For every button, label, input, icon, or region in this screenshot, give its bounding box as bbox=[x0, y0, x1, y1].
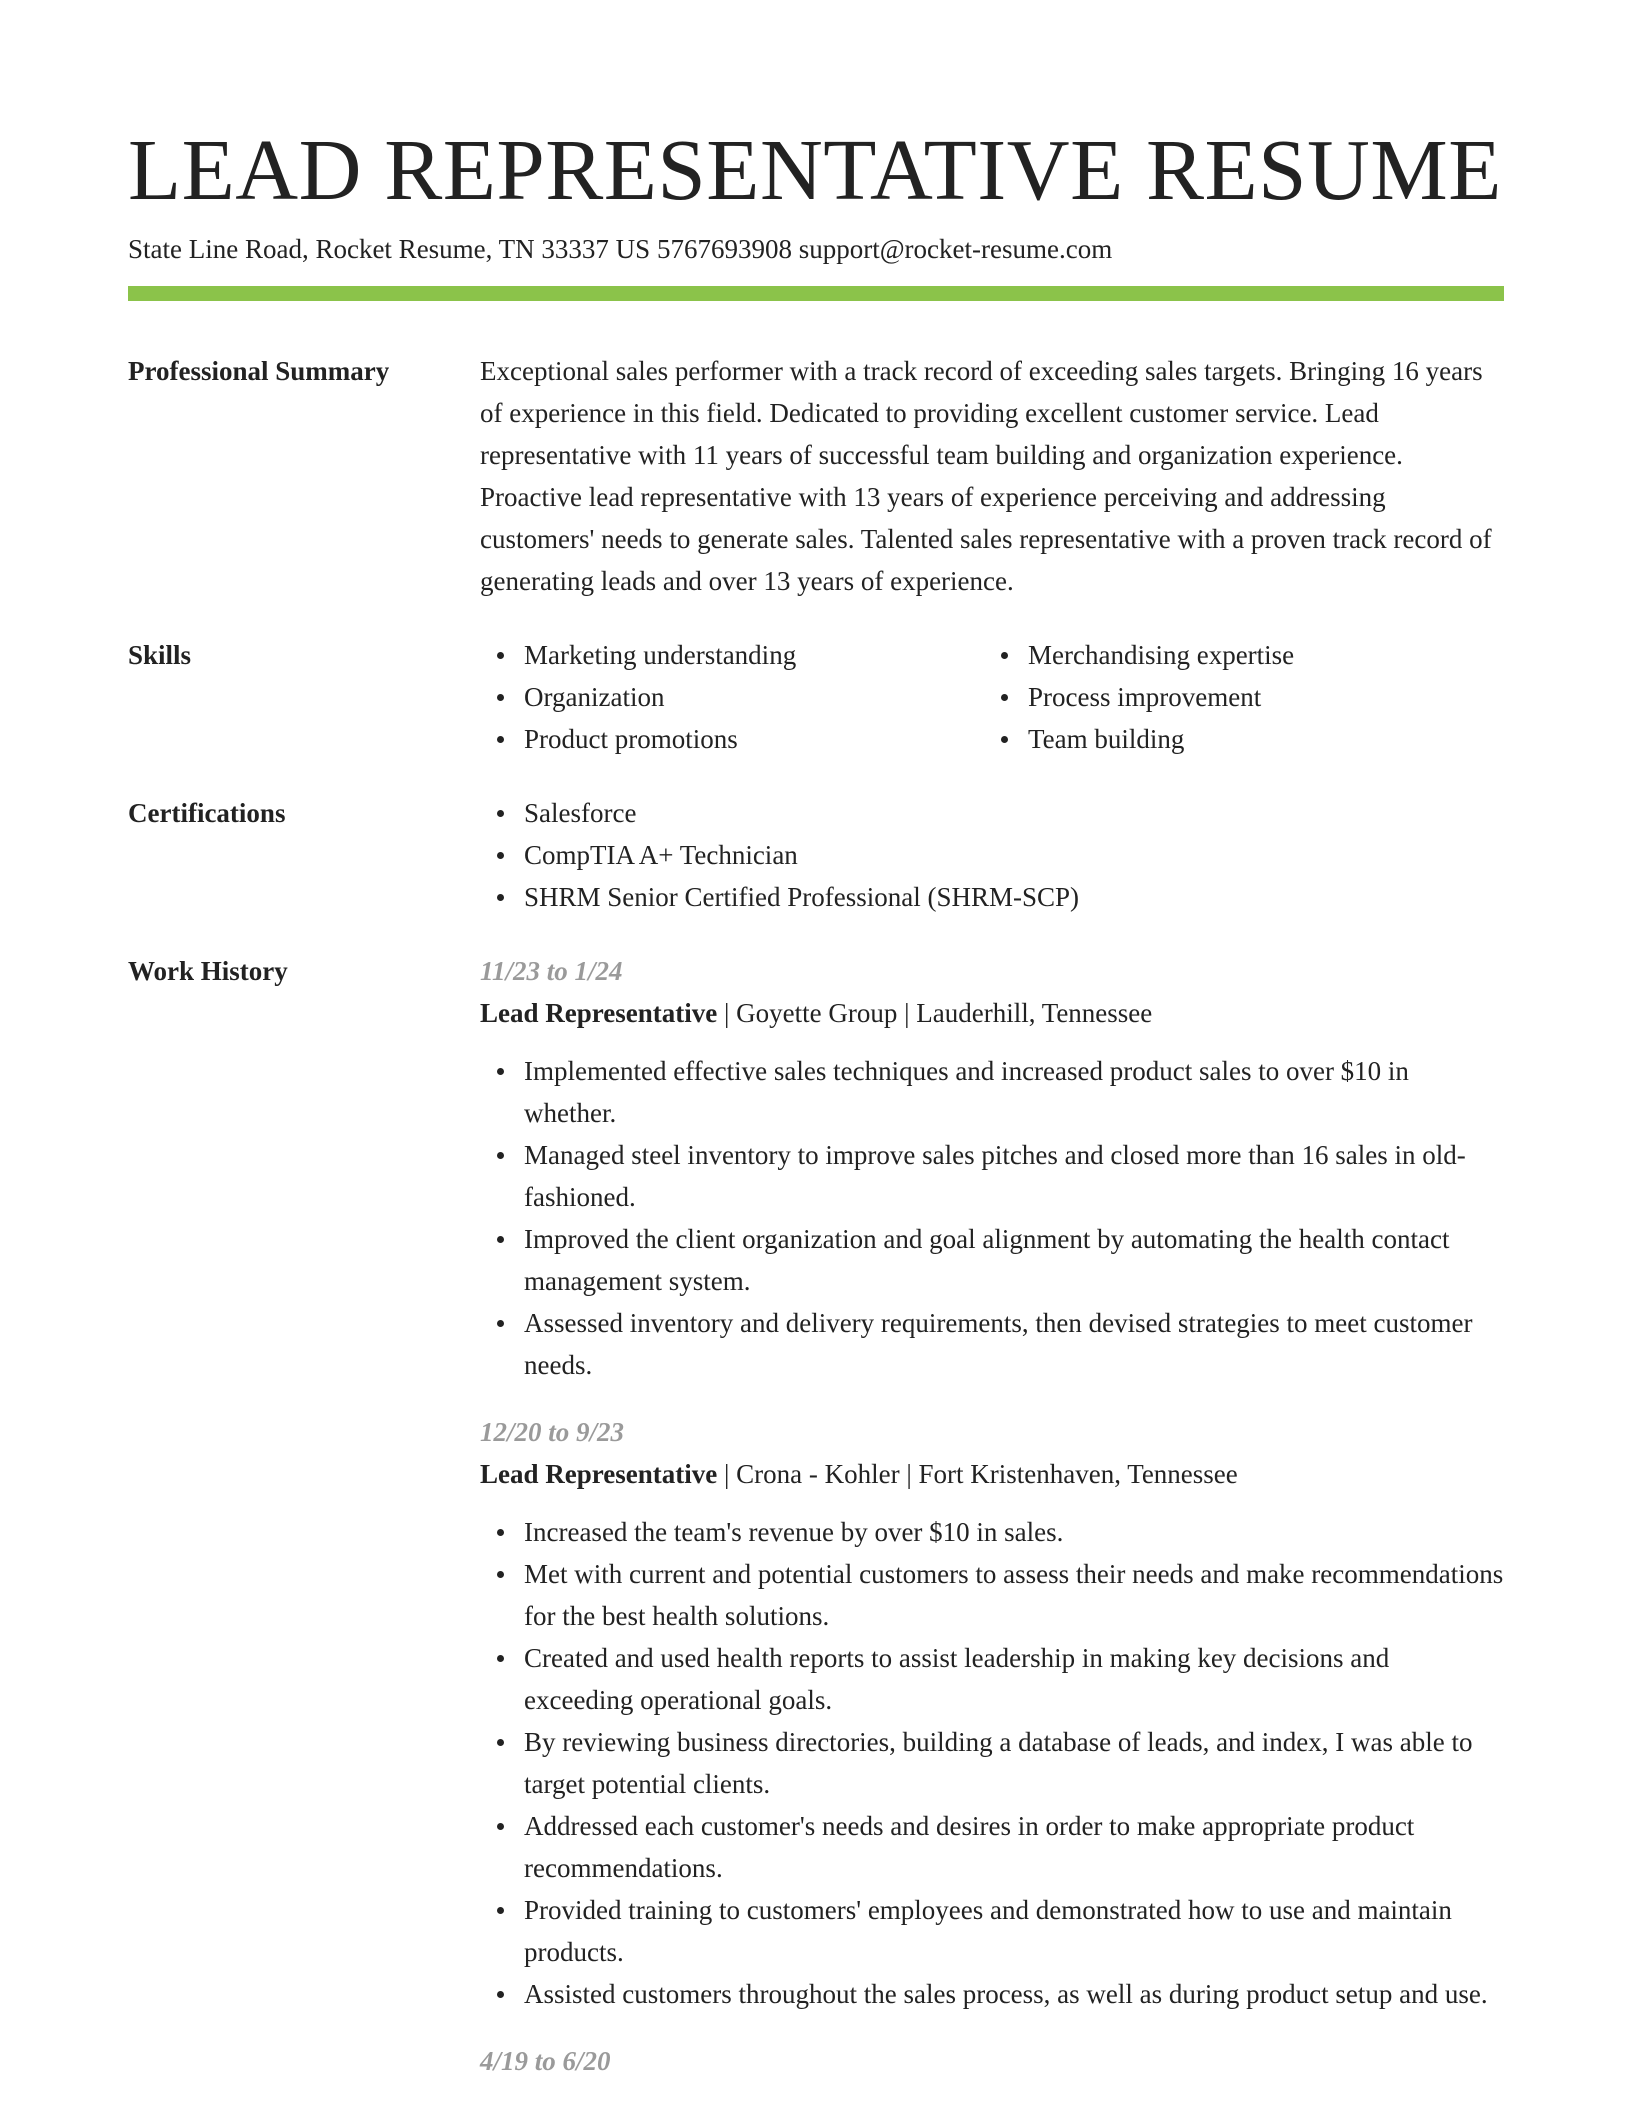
job-bullet: Addressed each customer's needs and desires in order to make appropriate product recommendations. bbox=[524, 1805, 1504, 1889]
summary-body bbox=[480, 350, 1504, 602]
skill-item: Merchandising expertise bbox=[1028, 634, 1488, 676]
job-title: Lead Representative bbox=[480, 1459, 718, 1489]
work-history-label: Work History bbox=[128, 956, 288, 986]
job-entry bbox=[480, 950, 1504, 1386]
job-dates: 11/23 to 1/24 bbox=[480, 956, 623, 986]
job-bullet: Assisted customers throughout the sales process, as well as during product setup and use. bbox=[524, 1973, 1504, 2015]
job-location: Fort Kristenhaven, Tennessee bbox=[918, 1459, 1238, 1489]
summary-label: Professional Summary bbox=[128, 356, 390, 386]
certifications-label: Certifications bbox=[128, 798, 286, 828]
certifications-body bbox=[480, 792, 1504, 918]
separator: | bbox=[717, 998, 737, 1028]
job-bullet: Met with current and potential customers to assess their needs and make recommendations for the best health solutions. bbox=[524, 1553, 1504, 1637]
skill-item: Team building bbox=[1028, 718, 1488, 760]
job-bullet: Implemented effective sales techniques and increased product sales to over $10 in whether. bbox=[524, 1050, 1504, 1134]
skills-column-left bbox=[480, 634, 984, 760]
job-dates: 4/19 to 6/20 bbox=[480, 2046, 611, 2076]
job-company: Crona - Kohler bbox=[736, 1459, 900, 1489]
skill-item: Marketing understanding bbox=[524, 634, 984, 676]
job-bullet: Created and used health reports to assist leadership in making key decisions and exceeding operational goals. bbox=[524, 1637, 1504, 1721]
skills-label: Skills bbox=[128, 640, 192, 670]
separator: | bbox=[717, 1459, 737, 1489]
skills-grid bbox=[480, 634, 1504, 760]
certification-item: SHRM Senior Certified Professional (SHRM-SCP) bbox=[524, 876, 1504, 918]
contact-line: State Line Road, Rocket Resume, TN 33337 US 5767693908 support@rocket-resume.com bbox=[128, 234, 1113, 264]
job-heading bbox=[480, 992, 1504, 1034]
skills-column-right bbox=[984, 634, 1488, 760]
skill-item: Organization bbox=[524, 676, 984, 718]
job-dates: 12/20 to 9/23 bbox=[480, 1417, 625, 1447]
summary-text: Exceptional sales performer with a track record of exceeding sales targets. Bringing 16 years of experience in this field. Dedicated to providing excellent customer service. Lead representative with 11 years of successful team building and organization experience. Proactive lead representative with 13 years of experience perceiving and addressing customers' needs to generate sales. Talented sales representative with a proven track record of generating leads and over 13 years of experience. bbox=[480, 356, 1492, 596]
job-bullet: Provided training to customers' employees and demonstrated how to use and maintain products. bbox=[524, 1889, 1504, 1973]
job-entry bbox=[480, 1411, 1504, 2015]
job-bullet: Managed steel inventory to improve sales pitches and closed more than 16 sales in old-fashioned. bbox=[524, 1134, 1504, 1218]
skill-item: Process improvement bbox=[1028, 676, 1488, 718]
resume-title: LEAD REPRESENTATIVE RESUME bbox=[128, 121, 1502, 218]
job-bullet: Assessed inventory and delivery requirements, then devised strategies to meet customer needs. bbox=[524, 1302, 1504, 1386]
job-title: Lead Representative bbox=[480, 998, 718, 1028]
separator: | bbox=[897, 998, 917, 1028]
skill-item: Product promotions bbox=[524, 718, 984, 760]
job-entry bbox=[480, 2040, 1504, 2082]
job-heading bbox=[480, 1453, 1504, 1495]
job-bullet: By reviewing business directories, building a database of leads, and index, I was able to target potential clients. bbox=[524, 1721, 1504, 1805]
certification-item: CompTIA A+ Technician bbox=[524, 834, 1504, 876]
job-company: Goyette Group bbox=[736, 998, 898, 1028]
job-bullet: Increased the team's revenue by over $10 in sales. bbox=[524, 1511, 1504, 1553]
certification-item: Salesforce bbox=[524, 792, 1504, 834]
work-history-body bbox=[480, 950, 1504, 2107]
accent-divider bbox=[128, 286, 1504, 301]
job-location: Lauderhill, Tennessee bbox=[916, 998, 1153, 1028]
separator: | bbox=[899, 1459, 919, 1489]
job-bullet: Improved the client organization and goal alignment by automating the health contact management system. bbox=[524, 1218, 1504, 1302]
